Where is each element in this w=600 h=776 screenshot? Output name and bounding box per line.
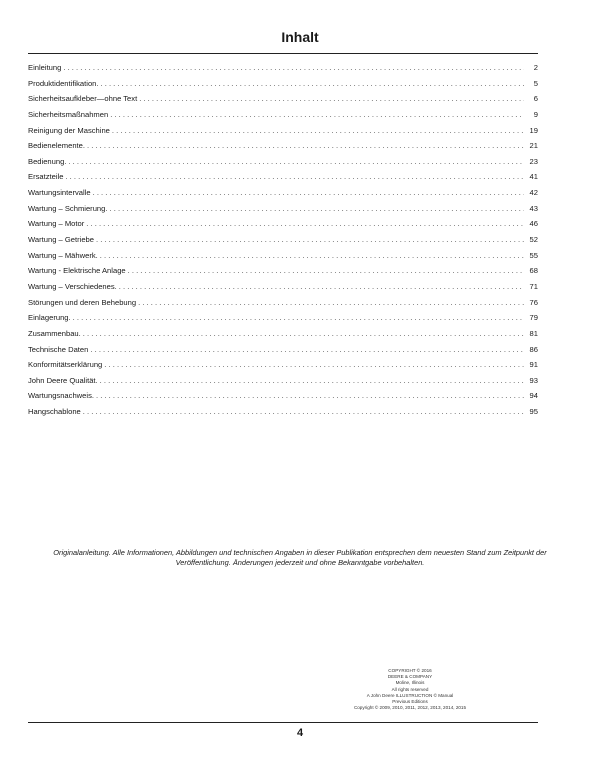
toc-entry-page: 19: [529, 125, 538, 135]
footer-divider: [28, 722, 538, 723]
copyright-line: Previous Editions: [392, 699, 428, 705]
toc-entry-page: 71: [529, 281, 538, 291]
toc-entry[interactable]: [28, 188, 538, 204]
toc-leader-dots: [73, 313, 524, 322]
copyright-line: Moline, Illinois: [395, 680, 425, 686]
toc-entry-page: 46: [529, 219, 538, 229]
page-title: Inhalt: [281, 29, 319, 45]
copyright-line: Copyright © 2009, 2010, 2011, 2012, 2013, 2014, 2015: [353, 705, 467, 711]
toc-entry-page: 9: [533, 109, 538, 119]
toc-leader-dots: [63, 63, 524, 72]
toc-entry-page: 6: [533, 94, 538, 104]
copyright-line: A John Deere ILLUSTRUCTION © Manual: [366, 692, 454, 698]
toc-leader-dots: [83, 407, 524, 416]
toc-entry-page: 94: [529, 391, 538, 401]
toc-entry[interactable]: [28, 63, 538, 79]
table-of-contents: [28, 63, 538, 423]
toc-leader-dots: [138, 298, 524, 307]
toc-entry-label: John Deere Qualität.: [28, 375, 98, 385]
toc-entry-label: Technische Daten: [28, 344, 89, 354]
toc-leader-dots: [93, 188, 524, 197]
toc-entry-label: Bedienung.: [28, 156, 67, 166]
toc-entry-page: 21: [529, 141, 538, 151]
toc-leader-dots: [65, 172, 524, 181]
toc-entry[interactable]: [28, 407, 538, 423]
toc-leader-dots: [68, 157, 524, 166]
toc-leader-dots: [100, 251, 524, 260]
toc-entry[interactable]: [28, 266, 538, 282]
toc-entry-page: 2: [533, 63, 538, 72]
toc-entry-page: 68: [529, 266, 538, 276]
toc-entry[interactable]: [28, 391, 538, 407]
toc-entry-label: Reinigung der Maschine: [28, 125, 110, 135]
toc-leader-dots: [119, 282, 524, 291]
toc-entry-label: Einleitung: [28, 63, 62, 72]
toc-leader-dots: [112, 126, 524, 135]
toc-entry-label: Störungen und deren Behebung: [28, 297, 137, 307]
toc-entry-label: Wartung – Verschiedenes.: [28, 281, 117, 291]
toc-entry-label: Wartungsintervalle: [28, 188, 91, 198]
toc-entry-label: Wartung – Mähwerk.: [28, 250, 98, 260]
toc-entry[interactable]: [28, 204, 538, 220]
toc-entry-page: 52: [529, 235, 538, 245]
copyright-line: All rights reserved: [391, 686, 429, 692]
toc-entry-page: 76: [529, 297, 538, 307]
toc-leader-dots: [110, 110, 524, 119]
toc-entry[interactable]: [28, 157, 538, 173]
toc-entry-page: 41: [529, 172, 538, 182]
toc-entry-page: 55: [529, 250, 538, 260]
toc-leader-dots: [86, 219, 524, 228]
toc-entry[interactable]: [28, 219, 538, 235]
toc-entry[interactable]: [28, 345, 538, 361]
toc-entry-label: Wartungsnachweis.: [28, 391, 94, 401]
toc-entry-label: Produktidentifikation.: [28, 78, 99, 88]
toc-entry-label: Konformitätserklärung: [28, 360, 103, 370]
toc-entry-page: 81: [529, 328, 538, 338]
toc-entry[interactable]: [28, 172, 538, 188]
toc-entry-page: 91: [529, 360, 538, 370]
toc-entry-label: Wartung - Elektrische Anlage: [28, 266, 126, 276]
toc-entry-label: Sicherheitsaufkleber—ohne Text: [28, 94, 138, 104]
toc-entry[interactable]: [28, 235, 538, 251]
toc-entry[interactable]: [28, 251, 538, 267]
toc-entry-label: Zusammenbau.: [28, 328, 81, 338]
toc-entry[interactable]: [28, 313, 538, 329]
copyright-block: [310, 668, 510, 711]
toc-leader-dots: [104, 360, 524, 369]
toc-entry-page: 93: [529, 375, 538, 385]
toc-entry-label: Einlagerung.: [28, 313, 71, 323]
toc-leader-dots: [90, 345, 524, 354]
disclaimer-note: Originalanleitung. Alle Informationen, Abbildungen und technischen Angaben in dieser Publikation entsprechen dem neuesten Stand zum Zeitpunkt der Veröffentlichung. Änderungen jederzeit und ohne Bekanntgabe vorbehalten.: [53, 548, 547, 567]
toc-leader-dots: [101, 79, 525, 88]
toc-entry[interactable]: [28, 376, 538, 392]
toc-entry[interactable]: [28, 329, 538, 345]
toc-entry-page: 95: [529, 407, 538, 417]
toc-entry-page: 79: [529, 313, 538, 323]
toc-entry-page: 42: [529, 188, 538, 198]
toc-entry-page: 23: [529, 156, 538, 166]
toc-leader-dots: [87, 141, 524, 150]
toc-entry-label: Ersatzteile: [28, 172, 64, 182]
toc-entry[interactable]: [28, 94, 538, 110]
copyright-line: COPYRIGHT © 2016: [388, 668, 432, 673]
toc-entry-label: Sicherheitsmaßnahmen: [28, 109, 109, 119]
toc-entry-page: 86: [529, 344, 538, 354]
toc-leader-dots: [100, 376, 524, 385]
toc-entry[interactable]: [28, 360, 538, 376]
toc-entry[interactable]: [28, 298, 538, 314]
toc-entry[interactable]: [28, 126, 538, 142]
toc-leader-dots: [96, 391, 524, 400]
toc-leader-dots: [96, 235, 524, 244]
toc-leader-dots: [139, 94, 524, 103]
copyright-line: DEERE & COMPANY: [387, 674, 433, 680]
toc-entry-page: 5: [533, 78, 538, 88]
header-divider: [28, 53, 538, 54]
toc-entry[interactable]: [28, 110, 538, 126]
toc-entry[interactable]: [28, 79, 538, 95]
toc-entry-page: 43: [529, 203, 538, 213]
toc-entry-label: Wartung – Schmierung.: [28, 203, 108, 213]
toc-entry-label: Wartung – Motor: [28, 219, 85, 229]
toc-entry[interactable]: [28, 141, 538, 157]
page-number: 4: [296, 727, 304, 739]
toc-entry-label: Wartung – Getriebe: [28, 235, 94, 245]
toc-leader-dots: [110, 204, 525, 213]
toc-entry[interactable]: [28, 282, 538, 298]
toc-leader-dots: [128, 266, 524, 275]
toc-leader-dots: [83, 329, 524, 338]
toc-entry-label: Hangschablone: [28, 407, 81, 417]
toc-entry-label: Bedienelemente.: [28, 141, 85, 151]
